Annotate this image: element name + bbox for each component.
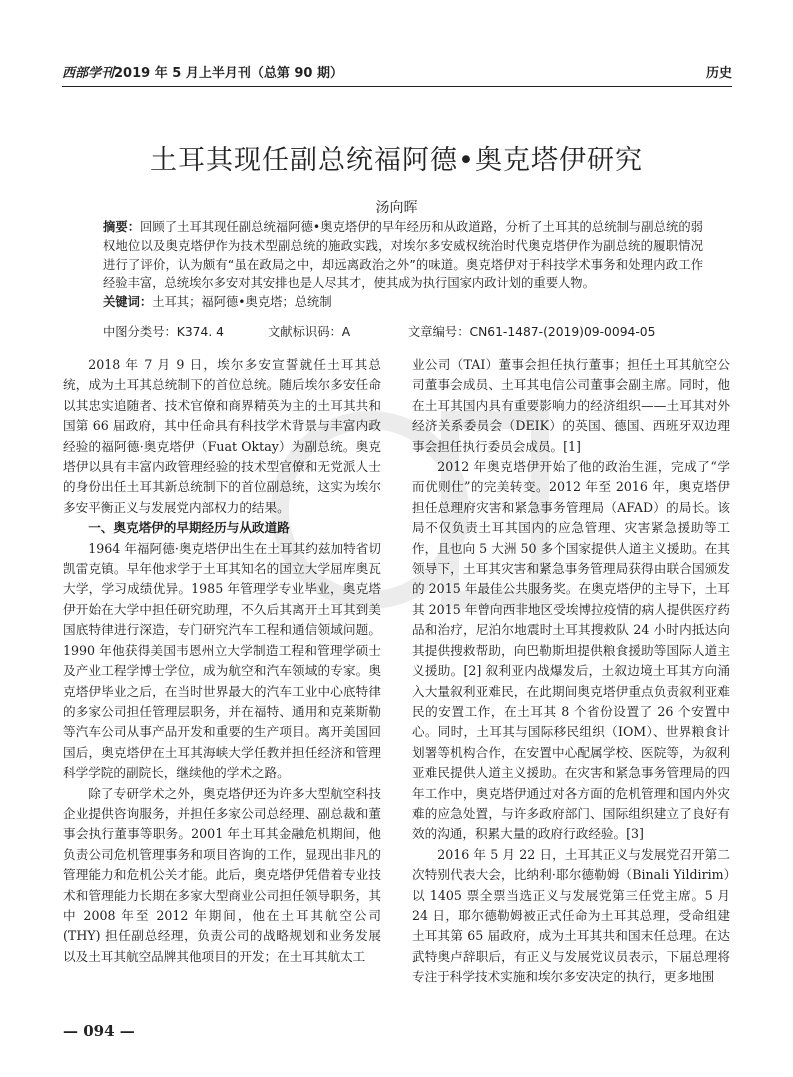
header-rule <box>62 86 732 87</box>
body-paragraph: 除了专研学术之外，奥克塔伊还为许多大型航空科技企业提供咨询服务，并担任多家公司总经理、副总裁和董事会执行董事等职务。2001 年土耳其金融危机期间，他负责公司危机管理事务和项目咨询的工作，显现出非凡的管理能力和危机公关才能。此后，奥克塔伊凭借着专业技术和管理能力长期在多家大型商业公司担任领导职务，其中 2008 年至 2012 年期间，他在土耳其航空公司(THY) 担任副总经理，负责公司的战略规划和业务发展以及土耳其航空品牌其他项目的开发；在土耳其航太工 <box>63 785 381 964</box>
keywords-label: 关键词： <box>103 295 153 310</box>
abstract-label: 摘要： <box>103 220 141 234</box>
author-name: 汤向晖 <box>375 200 418 216</box>
journal-header <box>62 62 343 81</box>
document-code: 文献标识码：A <box>268 325 351 339</box>
page-number: — 094 — <box>63 1022 135 1040</box>
abstract-block <box>103 218 703 312</box>
running-header <box>62 60 732 84</box>
journal-name: 西部学刊 <box>62 66 115 81</box>
issue-info: 2019 年 5 月上半月刊（总第 90 期） <box>114 66 343 81</box>
body-column-right <box>412 355 730 988</box>
section-heading: 一、奥克塔伊的早期经历与从政道路 <box>88 520 290 536</box>
body-paragraph: 2016 年 5 月 22 日，土耳其正义与发展党召开第二次特别代表大会，比纳利·耶尔德勒姆（Binali Yildirim）以 1405 票全票当选正义与发展党第三任党主席。5 月 24 日，耶尔德勒姆被正式任命为土耳其总理，受命组建土耳其第 65 届政府，成为土耳其共和国末任总理。在达武特奥卢辞职后，有正义与发展党议员表示，下届总理将专注于科学技术实施和埃尔多安决定的执行，更多地围 <box>412 846 730 985</box>
abstract-text: 回顾了土耳其现任副总统福阿德•奥克塔伊的早年经历和从政道路，分析了土耳其的总统制与副总统的弱权地位以及奥克塔伊作为技术型副总统的施政实践，对埃尔多安威权统治时代奥克塔伊作为副总统的履职情况进行了评价，认为颇有“虽在政局之中，却远离政治之外”的味道。奥克塔伊对于科技学术事务和处理内政工作经验丰富，总统埃尔多安对其安排也是人尽其才，使其成为执行国家内政计划的重要人物。 <box>103 220 703 291</box>
section-label: 历史 <box>705 66 732 81</box>
body-paragraph: 2012 年奥克塔伊开始了他的政治生涯，完成了“学而优则仕”的完美转变。2012 年至 2016 年，奥克塔伊担任总理府灾害和紧急事务管理局（AFAD）的局长。该局不仅负责土耳其国内的应急管理、灾害紧急援助等工作，且也向 5 大洲 50 多个国家提供人道主义援助。在其领导下，土耳其灾害和紧急事务管理局获得由联合国颁发的 2015 年最佳公共服务奖。在奥克塔伊的主导下，土耳其 2015 年曾向西非地区受埃博拉疫情的病人提供医疗药品和治疗，尼泊尔地震时土耳其搜救队 24 小时内抵达向其提供搜救帮助，向巴勒斯坦提供粮食援助等国际人道主义援助。[2] 叙利亚内战爆发后，土叙边境土耳其方向涌入大量叙利亚难民，在此期间奥克塔伊重点负责叙利亚难民的安置工作，在土耳其 8 个省份设置了 26 个安置中心。同时，土耳其与国际移民组织（IOM）、世界粮食计划署等机构合作，在安置中心配属学校、医院等，为叙利亚难民提供人道主义援助。在灾害和紧急事务管理局的四年工作中，奥克塔伊通过对各方面的危机管理和国内外灾难的应急处置，与许多政府部门、国际组织建立了良好有效的沟通，积累大量的政府行政经验。[3] <box>412 459 730 842</box>
body-paragraph: 业公司（TAI）董事会担任执行董事；担任土耳其航空公司董事会成员、土耳其电信公司董事会副主席。同时，他在土耳其国内具有重要影响力的经济组织——土耳其对外经济关系委员会（DEIK）的英国、德国、西班牙双边理事会担任执行委员会成员。[1] <box>412 357 730 454</box>
keywords-text: 土耳其；福阿德•奥克塔；总统制 <box>152 295 332 310</box>
article-title: 土耳其现任副总统福阿德•奥克塔伊研究 <box>150 145 643 176</box>
body-paragraph: 1964 年福阿德·奥克塔伊出生在土耳其约兹加特省切凯雷克镇。早年他求学于土耳其知名的国立大学屈库奥瓦大学，学习成绩优异。1985 年管理学专业毕业，奥克塔伊开始在大学中担任研究助理，不久后其离开土耳其到美国底特律进行深造，专门研究汽车工程和通信领域问题。1990 年他获得美国韦恩州立大学制造工程和管理学硕士及产业工程学博士学位，成为航空和汽车领域的专家。奥克塔伊毕业之后，在当时世界最大的汽车工业中心底特律的多家公司担任管理层职务，并在福特、通用和克莱斯勒等汽车公司从事产品开发和重要的生产项目。离开美国回国后，奥克塔伊在土耳其海峡大学任教并担任经济和管理科学学院的副院长，继续他的学术之路。 <box>63 540 381 781</box>
article-number: 文章编号：CN61-1487-(2019)09-0094-05 <box>408 325 656 339</box>
body-column-left <box>63 355 381 967</box>
abstract <box>103 218 703 293</box>
clc-number: 中图分类号：K374. 4 <box>103 325 224 339</box>
body-paragraph: 2018 年 7 月 9 日，埃尔多安宣誓就任土耳其总统，成为土耳其总统制下的首位总统。随后埃尔多安任命以其忠实追随者、技术官僚和商界精英为主的土耳其共和国第 66 届政府，其中任命具有科技学术背景与丰富内政经验的福阿德·奥克塔伊（Fuat Oktay）为副总统。奥克塔伊以具有丰富内政管理经验的技术型官僚和无党派人士的身份出任土耳其新总统制下的首位副总统，这实为埃尔多安平衡正义与发展党内部权力的结果。 <box>63 357 381 515</box>
classification-line <box>103 322 703 342</box>
keywords <box>103 293 703 312</box>
